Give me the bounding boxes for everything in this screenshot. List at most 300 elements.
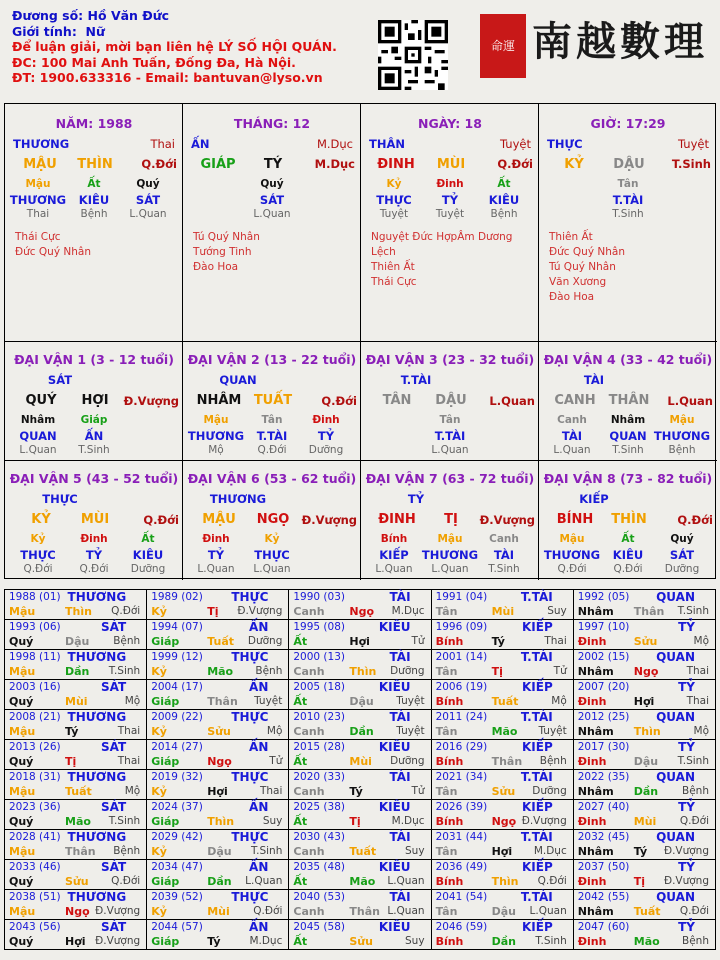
year-label: 1999 (12) (151, 651, 203, 663)
red-seal-stamp: 命運 (480, 14, 526, 78)
year-stem: Tân (435, 785, 458, 798)
year-cell (289, 620, 431, 650)
year-stage: Thai (117, 725, 141, 737)
year-cell (431, 770, 573, 800)
year-stage: Suy (405, 845, 425, 857)
year-ten-god: TỶ (678, 860, 695, 874)
year-cell (5, 740, 147, 770)
year-ten-god: TỶ (678, 800, 695, 814)
year-branch: Tý (65, 725, 79, 738)
pillar-cell (5, 104, 183, 342)
dai-van-stage: Q.Đới (143, 513, 179, 527)
dai-van-branch: THÌN (611, 512, 647, 527)
year-ten-god: QUAN (656, 770, 695, 784)
year-stem: Ất (293, 695, 308, 708)
year-content (149, 650, 286, 679)
year-stem: Giáp (151, 695, 180, 708)
year-ten-god: ẤN (249, 740, 269, 754)
year-stage: Thai (544, 635, 567, 647)
dai-van-stem: BÍNH (556, 512, 594, 527)
year-cell (289, 590, 431, 620)
year-row (5, 710, 716, 740)
year-cell (573, 680, 715, 710)
year-content (291, 740, 428, 769)
year-stem: Canh (293, 785, 325, 798)
year-branch: Tuất (349, 845, 377, 858)
branch-stage: M.Dục (314, 157, 355, 171)
year-label: 2014 (27) (151, 741, 203, 753)
year-stem: Ất (293, 635, 308, 648)
year-stage: Đ.Vượng (521, 815, 567, 827)
hidden-stem: Kỷ (386, 178, 402, 190)
year-cell (573, 890, 715, 920)
ten-god-stem: THƯƠNG (13, 137, 70, 151)
year-stage: T.Sinh (108, 665, 141, 677)
year-label: 2045 (58) (293, 921, 345, 933)
hidden-ten-god: THỰC (376, 193, 412, 207)
dai-van-ten-god: TÀI (583, 373, 605, 387)
year-stem: Kỷ (151, 845, 167, 858)
year-stage: Mộ (693, 725, 709, 737)
year-branch: Thìn (207, 815, 235, 828)
year-label: 1990 (03) (293, 591, 345, 603)
year-branch: Tuất (491, 695, 519, 708)
year-stage: Đ.Vượng (237, 605, 283, 617)
year-stem: Giáp (151, 635, 180, 648)
dai-van-stage: L.Quan (489, 394, 535, 408)
hidden-stem: Tân (439, 414, 461, 426)
year-stage: L.Quan (387, 905, 425, 917)
year-ten-god: KIẾP (521, 860, 553, 874)
hidden-stage: L.Quan (431, 563, 469, 575)
hidden-stem: Tân (261, 414, 283, 426)
year-stage: Suy (262, 815, 283, 827)
year-branch: Dần (207, 875, 232, 888)
year-stage: Mộ (551, 695, 567, 707)
year-cell (573, 620, 715, 650)
hidden-stem: Canh (557, 414, 587, 426)
year-content (576, 710, 713, 739)
year-stem: Mậu (9, 725, 36, 738)
year-branch: Thân (349, 905, 380, 918)
year-stem: Mậu (9, 845, 36, 858)
year-stage: Thai (686, 695, 709, 707)
year-ten-god: KIÊU (378, 620, 411, 634)
year-stage: Q.Đới (679, 905, 709, 917)
hidden-ten-god: THƯƠNG (9, 193, 67, 207)
year-ten-god: SÁT (101, 860, 127, 874)
yearly-table (4, 589, 716, 950)
hidden-stage: L.Quan (197, 563, 235, 575)
year-branch: Mão (207, 665, 234, 678)
hidden-ten-god: KIÊU (612, 548, 644, 562)
year-content (291, 890, 428, 919)
year-content (7, 680, 144, 709)
year-stem: Canh (293, 905, 325, 918)
year-stage: M.Dục (391, 815, 425, 827)
year-ten-god: KIÊU (378, 860, 411, 874)
hidden-stage: T.Sinh (612, 208, 644, 220)
year-ten-god: THỰC (231, 890, 269, 904)
year-label: 2027 (40) (577, 801, 630, 813)
year-branch: Ngọ (491, 815, 517, 828)
year-content (434, 920, 571, 949)
dai-van-ten-god: THỰC (42, 492, 78, 506)
year-ten-god: THỰC (231, 830, 269, 844)
year-label: 2026 (39) (435, 801, 488, 813)
heavenly-stem: MẬU (23, 157, 57, 172)
year-ten-god: T.TÀI (520, 890, 553, 904)
year-content (291, 710, 428, 739)
note-item: Tướng Tinh (193, 246, 252, 258)
year-content (149, 770, 286, 799)
year-stem: Bính (435, 935, 464, 948)
year-label: 2022 (35) (577, 771, 630, 783)
header-info (12, 8, 342, 86)
year-label: 2002 (15) (577, 651, 630, 663)
year-branch: Mão (491, 725, 518, 738)
year-content (434, 830, 571, 859)
year-content (576, 740, 713, 769)
year-stage: Đ.Vượng (95, 905, 141, 917)
dai-van-ten-god: THƯƠNG (209, 492, 267, 506)
year-cell (5, 590, 147, 620)
year-ten-god: T.TÀI (520, 830, 553, 844)
year-content (7, 740, 144, 769)
earthly-branch: DẬU (613, 157, 645, 172)
year-branch: Mùi (207, 905, 230, 918)
year-label: 2046 (59) (435, 921, 488, 933)
year-ten-god: ẤN (249, 920, 269, 934)
year-branch: Hợi (65, 935, 86, 948)
year-label: 2007 (20) (577, 681, 630, 693)
hidden-stem: Nhâm (610, 414, 646, 426)
dai-van-stem: CANH (554, 393, 596, 408)
phone-email-line[interactable]: ĐT: 1900.633316 - Email: bantuvan@lyso.vn (12, 70, 323, 85)
year-cell (5, 620, 147, 650)
hidden-stage: Bệnh (80, 208, 108, 220)
dai-van-branch: NGỌ (256, 512, 290, 527)
year-stage: Đ.Vượng (95, 935, 141, 947)
year-branch: Dậu (349, 695, 374, 708)
year-label: 2013 (26) (9, 741, 61, 753)
year-branch: Dần (349, 725, 374, 738)
year-branch: Thìn (349, 665, 377, 678)
year-ten-god: ẤN (249, 680, 269, 694)
year-cell (147, 890, 289, 920)
hidden-stem: Ất (497, 178, 511, 190)
hidden-stem: Bính (380, 533, 408, 545)
year-content (576, 680, 713, 709)
dai-van-title: ĐẠI VẬN 2 (13 - 22 tuổi) (187, 352, 357, 367)
hidden-stage: Mộ (208, 444, 224, 456)
year-content (149, 890, 286, 919)
year-branch: Ngọ (65, 905, 90, 918)
year-branch: Tý (633, 845, 648, 858)
year-ten-god: ẤN (249, 860, 269, 874)
year-stem: Mậu (9, 605, 36, 618)
year-cell (5, 860, 147, 890)
year-content (149, 740, 286, 769)
year-label: 2024 (37) (151, 801, 203, 813)
hidden-stage: Q.Đới (257, 444, 287, 456)
year-row (5, 650, 716, 680)
year-content (291, 770, 428, 799)
year-stage: Thai (259, 785, 283, 797)
year-cell (5, 650, 147, 680)
year-label: 2017 (30) (577, 741, 630, 753)
year-ten-god: THỰC (231, 590, 269, 604)
note-item: Đào Hoa (193, 261, 239, 273)
hidden-stage: Dưỡng (130, 563, 166, 575)
year-ten-god: KIÊU (378, 740, 411, 754)
pillar-title: NĂM: 1988 (55, 116, 133, 131)
hidden-ten-god: THƯƠNG (421, 548, 479, 562)
year-ten-god: SÁT (101, 740, 127, 754)
year-cell (573, 830, 715, 860)
year-stem: Tân (435, 665, 458, 678)
year-content (434, 680, 571, 709)
note-item: Thiên Ất (549, 231, 593, 243)
dai-van-cell (183, 342, 361, 461)
hidden-ten-god: SÁT (135, 193, 161, 207)
hidden-ten-god: ẤN (84, 429, 104, 443)
year-label: 2028 (41) (9, 831, 61, 843)
year-cell (431, 620, 573, 650)
hidden-ten-god: TỶ (85, 548, 103, 562)
hidden-ten-god: TỶ (317, 429, 335, 443)
pillar-notes (549, 230, 625, 305)
hidden-ten-god: KIÊU (488, 193, 520, 207)
hidden-stem: Đinh (202, 533, 230, 545)
year-ten-god: TỶ (678, 740, 695, 754)
hidden-stem: Canh (489, 533, 519, 545)
year-content (434, 770, 571, 799)
year-branch: Hợi (207, 785, 228, 798)
year-ten-god: TỶ (678, 680, 695, 694)
year-stage: Đ.Vượng (663, 845, 709, 857)
year-ten-god: TỶ (678, 620, 695, 634)
year-stem: Canh (293, 845, 325, 858)
year-ten-god: T.TÀI (520, 590, 553, 604)
year-content (7, 800, 144, 829)
year-stem: Đinh (577, 875, 607, 888)
year-stem: Bính (435, 695, 464, 708)
year-row (5, 770, 716, 800)
hidden-ten-god: THƯƠNG (653, 429, 711, 443)
year-cell (573, 710, 715, 740)
year-branch: Sửu (349, 935, 373, 948)
year-cell (147, 590, 289, 620)
year-content (434, 740, 571, 769)
year-content (149, 860, 286, 889)
year-row (5, 890, 716, 920)
year-cell (5, 830, 147, 860)
year-cell (289, 710, 431, 740)
year-stem: Giáp (151, 935, 180, 948)
note-item: Tú Quý Nhân (549, 261, 616, 273)
dai-van-stage: Đ.Vượng (479, 513, 535, 527)
year-label: 2008 (21) (9, 711, 61, 723)
year-stage: Suy (547, 605, 567, 617)
year-ten-god: SÁT (101, 920, 127, 934)
year-content (576, 920, 713, 949)
year-stem: Mậu (9, 905, 36, 918)
ten-god-stem: THÂN (369, 137, 405, 151)
year-ten-god: ẤN (249, 620, 269, 634)
year-stem: Quý (9, 695, 34, 708)
year-label: 2029 (42) (151, 831, 203, 843)
year-content (149, 800, 286, 829)
year-branch: Mùi (491, 605, 515, 618)
year-cell (431, 710, 573, 740)
year-stage: Q.Đới (111, 875, 141, 887)
year-ten-god: KIẾP (521, 920, 553, 934)
year-stage: Tử (411, 635, 425, 647)
year-label: 2016 (29) (435, 741, 488, 753)
year-ten-god: T.TÀI (520, 710, 553, 724)
year-label: 2015 (28) (293, 741, 345, 753)
year-branch: Hợi (349, 635, 370, 648)
year-ten-god: TÀI (389, 650, 411, 664)
hidden-ten-god: KIẾP (379, 548, 409, 562)
year-stage: T.Sinh (535, 935, 567, 947)
dai-van-title: ĐẠI VẬN 8 (73 - 82 tuổi) (543, 471, 713, 486)
year-ten-god: THỰC (231, 770, 269, 784)
year-ten-god: SÁT (101, 800, 127, 814)
year-branch: Tị (349, 815, 361, 828)
year-stage: Bệnh (539, 755, 567, 767)
year-stem: Quý (9, 815, 34, 828)
year-ten-god: KIÊU (378, 680, 411, 694)
year-cell (431, 680, 573, 710)
year-branch: Hợi (633, 695, 655, 708)
year-cell (147, 830, 289, 860)
year-content (576, 830, 713, 859)
year-label: 1989 (02) (151, 591, 203, 603)
year-branch: Thìn (491, 875, 519, 888)
hidden-stem: Quý (136, 178, 160, 190)
dai-van-cell (361, 342, 539, 461)
year-cell (5, 800, 147, 830)
earthly-branch: TÝ (263, 157, 283, 172)
year-stem: Kỷ (151, 665, 167, 678)
hidden-stem: Mậu (669, 414, 695, 426)
year-cell (431, 920, 573, 950)
address-line: ĐC: 100 Mai Anh Tuấn, Đống Đa, Hà Nội. (12, 54, 296, 70)
hidden-stage: Bệnh (668, 444, 696, 456)
hidden-stem: Quý (670, 533, 694, 545)
hidden-stem: Ất (87, 178, 101, 190)
year-stem: Bính (435, 875, 464, 888)
year-stage: Mộ (124, 785, 141, 797)
dai-van-stem: TÂN (382, 393, 412, 408)
note-item: Đức Quý Nhân (15, 246, 91, 258)
contact-line: Để luận giải, mời bạn liên hệ LÝ SỐ HỘI QUÁN. (12, 39, 337, 54)
ten-god-stem: THỰC (547, 137, 583, 151)
year-branch: Sửu (633, 635, 658, 648)
qr-code-icon[interactable] (378, 20, 448, 90)
year-branch: Dậu (207, 845, 232, 858)
year-label: 2043 (56) (9, 921, 61, 933)
year-branch: Sửu (491, 785, 516, 798)
hidden-ten-god: T.TÀI (612, 193, 644, 207)
year-stem: Đinh (577, 755, 607, 768)
hidden-stage: L.Quan (553, 444, 591, 456)
hidden-ten-god: TÀI (561, 429, 583, 443)
year-stage: Bệnh (682, 935, 709, 947)
year-content (434, 890, 571, 919)
year-row (5, 620, 716, 650)
earthly-branch: THÌN (77, 157, 113, 172)
hidden-ten-god: QUAN (19, 429, 57, 443)
year-stage: M.Dục (533, 845, 567, 857)
year-cell (289, 860, 431, 890)
dai-van-branch: TỊ (444, 512, 458, 527)
year-branch: Mùi (349, 755, 372, 768)
year-label: 2033 (46) (9, 861, 61, 873)
year-stage: M.Dục (391, 605, 425, 617)
year-content (149, 920, 286, 949)
year-branch: Sửu (65, 875, 89, 888)
hidden-stage: L.Quan (431, 444, 469, 456)
year-ten-god: ẤN (249, 800, 269, 814)
dai-van-cell (539, 461, 717, 580)
year-stage: Tuyệt (254, 695, 283, 707)
hidden-stem: Quý (260, 178, 284, 190)
year-stem: Bính (435, 815, 464, 828)
note-item: Thái Cực (371, 276, 417, 288)
note-item: Tú Quý Nhân (193, 231, 260, 243)
year-stem: Kỷ (151, 725, 167, 738)
year-content (7, 860, 144, 889)
hidden-stage: T.Sinh (78, 444, 110, 456)
year-branch: Hợi (491, 845, 513, 858)
year-stem: Nhâm (577, 905, 614, 918)
year-cell (573, 740, 715, 770)
pillar-cell (539, 104, 717, 342)
year-label: 1995 (08) (293, 621, 345, 633)
year-stem: Giáp (151, 815, 180, 828)
year-branch: Mão (349, 875, 376, 888)
year-content (576, 770, 713, 799)
hidden-ten-god: THƯƠNG (187, 429, 245, 443)
year-label: 2019 (32) (151, 771, 203, 783)
year-ten-god: QUAN (656, 650, 695, 664)
year-ten-god: THƯƠNG (67, 830, 127, 844)
gender-value: Nữ (85, 23, 105, 39)
pillar-title: THÁNG: 12 (233, 116, 311, 131)
year-branch: Dần (633, 785, 659, 798)
year-content (7, 830, 144, 859)
hidden-stem: Mậu (437, 533, 463, 545)
year-label: 2011 (24) (435, 711, 488, 723)
dai-van-branch: HỢI (81, 393, 109, 408)
year-label: 2041 (54) (435, 891, 488, 903)
year-branch: Dậu (65, 635, 90, 648)
year-label: 1997 (10) (577, 621, 630, 633)
year-content (149, 680, 286, 709)
hidden-stem: Ất (141, 533, 155, 545)
hidden-stem: Tân (617, 178, 639, 190)
year-label: 2039 (52) (151, 891, 203, 903)
year-content (7, 620, 144, 649)
year-stage: T.Sinh (250, 845, 283, 857)
year-label: 2032 (45) (577, 831, 630, 843)
year-cell (5, 890, 147, 920)
year-row (5, 830, 716, 860)
year-stem: Canh (293, 605, 325, 618)
